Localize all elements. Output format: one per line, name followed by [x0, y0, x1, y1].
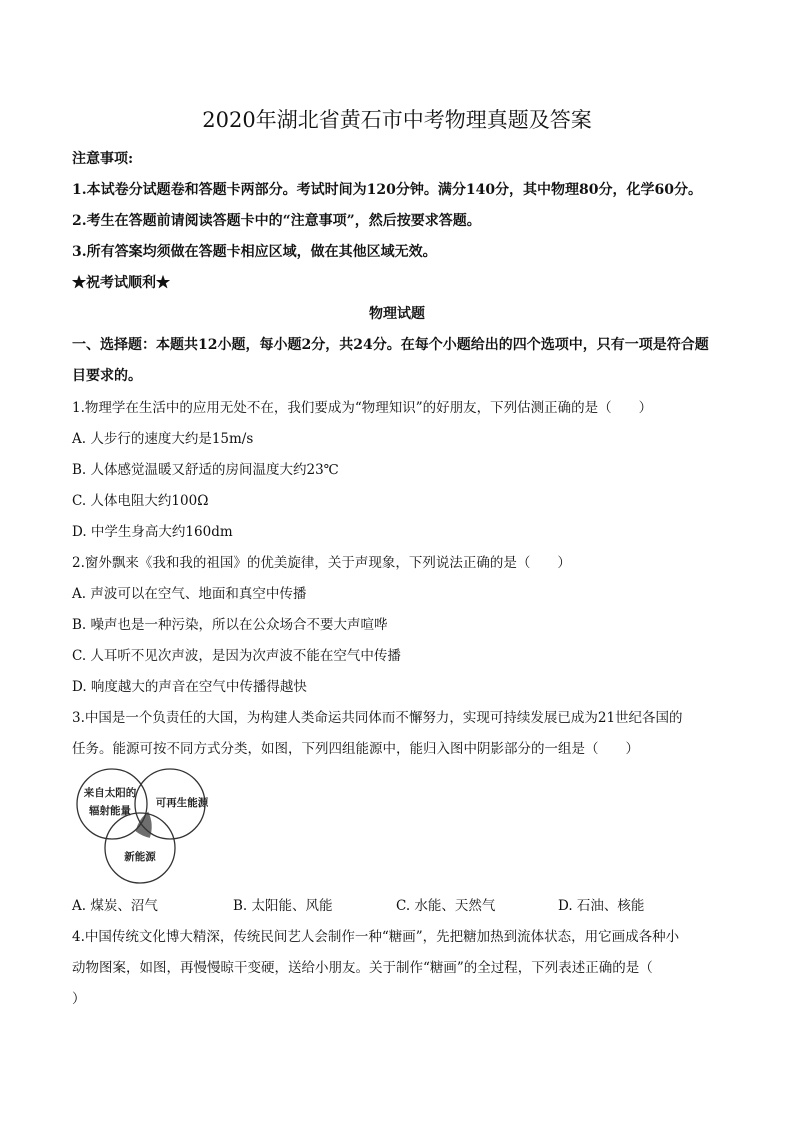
- question-4-stem-line2: 动物图案，如图，再慢慢晾干变硬，送给小朋友。关于制作“糖画”的全过程，下列表述正确的是（: [72, 960, 653, 976]
- venn-label-solar-line1: 来自太阳的: [83, 787, 137, 799]
- energy-venn-diagram: [72, 764, 242, 884]
- question-3-option-b: B. 太阳能、风能: [233, 898, 333, 914]
- notice-item-2: 2.考生在答题前请阅读答题卡中的“注意事项”，然后按要求答题。: [72, 213, 481, 229]
- venn-label-renewable: 可再生能源: [155, 797, 209, 809]
- question-3-option-a: A. 煤炭、沼气: [72, 898, 158, 914]
- venn-circle-solar-radiation: [77, 769, 147, 839]
- question-3-option-d: D. 石油、核能: [558, 898, 645, 914]
- question-2-option-a: A. 声波可以在空气、地面和真空中传播: [72, 586, 307, 602]
- question-2-option-d: D. 响度越大的声音在空气中传播得越快: [72, 679, 307, 695]
- question-1-option-d: D. 中学生身高大约160dm: [72, 524, 233, 540]
- notice-item-3: 3.所有答案均须做在答题卡相应区域，做在其他区域无效。: [72, 244, 437, 260]
- question-4-stem-line3: ）: [72, 991, 86, 1007]
- page-title: 2020年湖北省黄石市中考物理真题及答案: [202, 108, 592, 132]
- question-3-option-c: C. 水能、天然气: [396, 898, 496, 914]
- notice-item-1: 1.本试卷分试题卷和答题卡两部分。考试时间为120分钟。满分140分，其中物理80分，化学60分。: [72, 182, 703, 198]
- question-2-option-b: B. 噪声也是一种污染，所以在公众场合不要大声喧哗: [72, 617, 388, 633]
- question-1-option-b: B. 人体感觉温暖又舒适的房间温度大约23℃: [72, 462, 339, 478]
- venn-label-new-energy: 新能源: [124, 851, 156, 863]
- part1-instructions-line1: 一、选择题：本题共12小题，每小题2分，共24分。在每个小题给出的四个选项中，只有一项是符合题: [72, 337, 709, 353]
- question-4-stem-line1: 4.中国传统文化博大精深，传统民间艺人会制作一种“糖画”，先把糖加热到流体状态，用它画成各种小: [72, 929, 680, 945]
- section-title: 物理试题: [369, 306, 425, 322]
- question-1-option-c: C. 人体电阻大约100Ω: [72, 493, 209, 509]
- part1-instructions-line2: 目要求的。: [72, 368, 142, 384]
- question-1-option-a: A. 人步行的速度大约是15m/s: [72, 431, 254, 447]
- question-2-option-c: C. 人耳听不见次声波，是因为次声波不能在空气中传播: [72, 648, 401, 664]
- question-3-stem-line1: 3.中国是一个负责任的大国，为构建人类命运共同体而不懈努力，实现可持续发展已成为21世纪各国的: [72, 710, 683, 726]
- question-1-stem: 1.物理学在生活中的应用无处不在，我们要成为“物理知识”的好朋友，下列估测正确的是（ ）: [72, 400, 653, 416]
- question-3-stem-line2: 任务。能源可按不同方式分类，如图，下列四组能源中，能归入图中阴影部分的一组是（ ）: [72, 741, 639, 757]
- question-2-stem: 2.窗外飘来《我和我的祖国》的优美旋律，关于声现象，下列说法正确的是（ ）: [72, 555, 571, 571]
- venn-shaded-intersection: [136, 812, 152, 838]
- exam-wish: ★祝考试顺利★: [72, 275, 170, 291]
- notice-heading: 注意事项:: [72, 151, 134, 167]
- venn-label-solar-line2: 辐射能量: [89, 805, 131, 817]
